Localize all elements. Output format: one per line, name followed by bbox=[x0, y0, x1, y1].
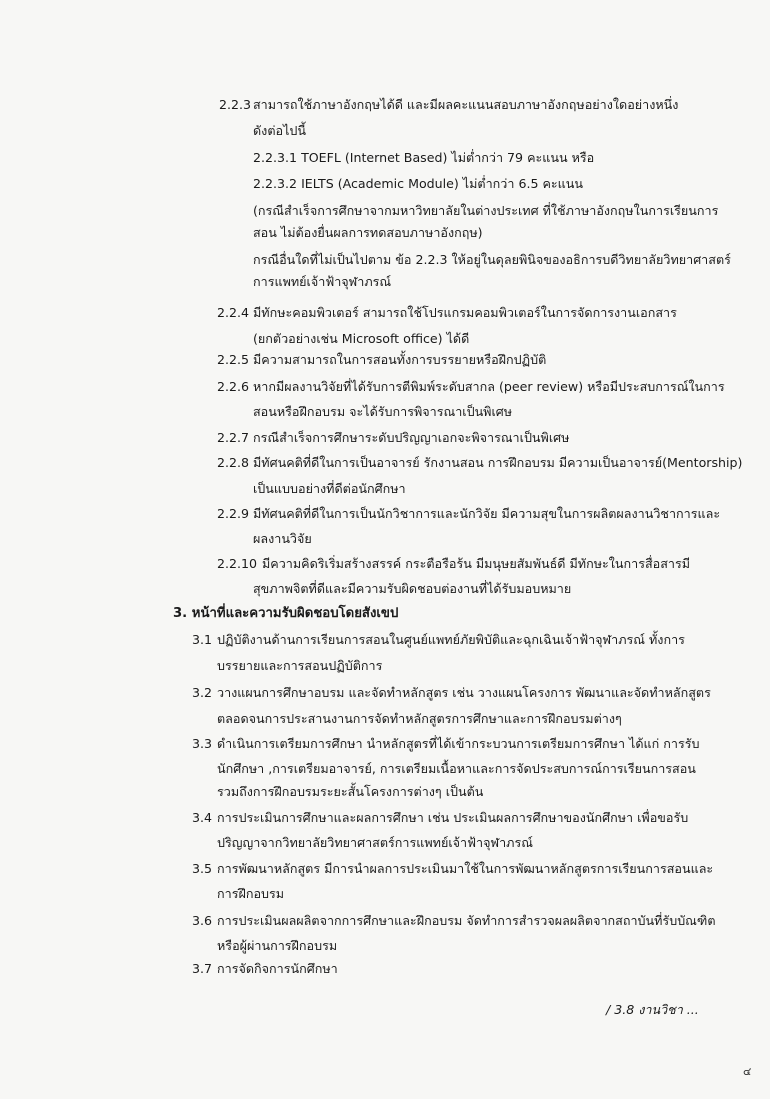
item-text: วางแผนการศึกษาอบรม และจัดทำหลักสูตร เช่น วางแผนโครงการ พัฒนาและจัดทำหลักสูตร bbox=[217, 685, 711, 700]
item-number: 3.1 bbox=[192, 632, 213, 647]
item-text: มีทักษะคอมพิวเตอร์ สามารถใช้โปรแกรมคอมพิวเตอร์ในการจัดการงานเอกสาร bbox=[253, 305, 677, 320]
item-text: การประเมินผลผลิตจากการศึกษาและฝึกอบรม จัดทำการสำรวจผลผลิตจากสถาบันที่รับบัณฑิต bbox=[217, 913, 716, 928]
note-text: สอน ไม่ต้องยื่นผลการทดสอบภาษาอังกฤษ) bbox=[253, 225, 483, 240]
continuation-footer: / 3.8 งานวิชา ... bbox=[606, 1002, 699, 1017]
item-number: 2.2.7 bbox=[217, 430, 250, 445]
item-number: 2.2.4 bbox=[217, 305, 250, 320]
item-text: เป็นแบบอย่างที่ดีต่อนักศึกษา bbox=[253, 481, 406, 496]
item-number: 3.4 bbox=[192, 810, 213, 825]
item-text: สุขภาพจิตที่ดีและมีความรับผิดชอบต่องานที่ได้รับมอบหมาย bbox=[253, 581, 572, 596]
item-text: มีความคิดริเริ่มสร้างสรรค์ กระตือรือร้น มีมนุษยสัมพันธ์ดี มีทักษะในการสื่อสารมี bbox=[262, 556, 691, 571]
item-number: 2.2.8 bbox=[217, 455, 250, 470]
item-number: 2.2.6 bbox=[217, 379, 250, 394]
item-text: รวมถึงการฝึกอบรมระยะสั้นโครงการต่างๆ เป็นต้น bbox=[217, 784, 484, 799]
item-text: บรรยายและการสอนปฏิบัติการ bbox=[217, 658, 383, 673]
item-number: 2.2.9 bbox=[217, 506, 250, 521]
item-text: ดังต่อไปนี้ bbox=[253, 123, 307, 138]
note-text: กรณีอื่นใดที่ไม่เป็นไปตาม ข้อ 2.2.3 ให้อยู่ในดุลยพินิจของอธิการบดีวิทยาลัยวิทยาศาสตร์ bbox=[253, 252, 731, 267]
item-number: 3.5 bbox=[192, 861, 213, 876]
item-number: 3.6 bbox=[192, 913, 213, 928]
item-number: 3.7 bbox=[192, 961, 213, 976]
item-text: มีทัศนคติที่ดีในการเป็นอาจารย์ รักงานสอน การฝึกอบรม มีความเป็นอาจารย์(Mentorship) bbox=[253, 455, 743, 470]
item-text: สอนหรือฝึกอบรม จะได้รับการพิจารณาเป็นพิเศษ bbox=[253, 404, 513, 419]
item-text: กรณีสำเร็จการศึกษาระดับปริญญาเอกจะพิจารณาเป็นพิเศษ bbox=[253, 430, 570, 445]
item-text: การฝึกอบรม bbox=[217, 886, 285, 901]
note-text: (กรณีสำเร็จการศึกษาจากมหาวิทยาลัยในต่างประเทศ ที่ใช้ภาษาอังกฤษในการเรียนการ bbox=[253, 203, 719, 218]
item-number: 2.2.10 bbox=[217, 556, 258, 571]
item-text: การพัฒนาหลักสูตร มีการนำผลการประเมินมาใช้ในการพัฒนาหลักสูตรการเรียนการสอนและ bbox=[217, 861, 714, 876]
item-text: นักศึกษา ,การเตรียมอาจารย์, การเตรียมเนื้อหาและการจัดประสบการณ์การเรียนการสอน bbox=[217, 761, 696, 776]
item-text: ดำเนินการเตรียมการศึกษา นำหลักสูตรที่ได้เข้ากระบวนการเตรียมการศึกษา ได้แก่ การรับ bbox=[217, 736, 700, 751]
page-number-mark: ๔ bbox=[743, 1065, 752, 1078]
item-text: หากมีผลงานวิจัยที่ได้รับการตีพิมพ์ระดับสากล (peer review) หรือมีประสบการณ์ในการ bbox=[253, 379, 725, 394]
item-number: 3.3 bbox=[192, 736, 213, 751]
item-text: ปริญญาจากวิทยาลัยวิทยาศาสตร์การแพทย์เจ้าฟ้าจุฬาภรณ์ bbox=[217, 835, 533, 850]
item-text: การประเมินการศึกษาและผลการศึกษา เช่น ประเมินผลการศึกษาของนักศึกษา เพื่อขอรับ bbox=[217, 810, 689, 825]
item-text: หรือผู้ผ่านการฝึกอบรม bbox=[217, 938, 338, 953]
sub-item-text: 2.2.3.2 IELTS (Academic Module) ไม่ต่ำกว่า 6.5 คะแนน bbox=[253, 176, 584, 191]
item-number: 3.2 bbox=[192, 685, 213, 700]
item-text: ผลงานวิจัย bbox=[253, 531, 312, 546]
item-text: มีทัศนคติที่ดีในการเป็นนักวิชาการและนักวิจัย มีความสุขในการผลิตผลงานวิชาการและ bbox=[253, 506, 721, 521]
section-heading: 3. หน้าที่และความรับผิดชอบโดยสังเขป bbox=[173, 606, 399, 621]
item-number: 2.2.5 bbox=[217, 352, 250, 367]
sub-item-text: 2.2.3.1 TOEFL (Internet Based) ไม่ต่ำกว่า 79 คะแนน หรือ bbox=[253, 150, 595, 165]
item-text: (ยกตัวอย่างเช่น Microsoft office) ได้ดี bbox=[253, 331, 470, 346]
item-text: ปฏิบัติงานด้านการเรียนการสอนในศูนย์แพทย์ภัยพิบัติและฉุกเฉินเจ้าฟ้าจุฬาภรณ์ ทั้งการ bbox=[217, 632, 685, 647]
note-text: การแพทย์เจ้าฟ้าจุฬาภรณ์ bbox=[253, 274, 392, 289]
item-number: 2.2.3 bbox=[219, 97, 252, 112]
item-text: มีความสามารถในการสอนทั้งการบรรยายหรือฝึกปฏิบัติ bbox=[253, 352, 547, 367]
item-text: ตลอดจนการประสานงานการจัดทำหลักสูตรการศึกษาและการฝึกอบรมต่างๆ bbox=[217, 711, 622, 726]
item-text: การจัดกิจการนักศึกษา bbox=[217, 961, 338, 976]
item-text: สามารถใช้ภาษาอังกฤษได้ดี และมีผลคะแนนสอบภาษาอังกฤษอย่างใดอย่างหนึ่ง bbox=[253, 97, 679, 112]
